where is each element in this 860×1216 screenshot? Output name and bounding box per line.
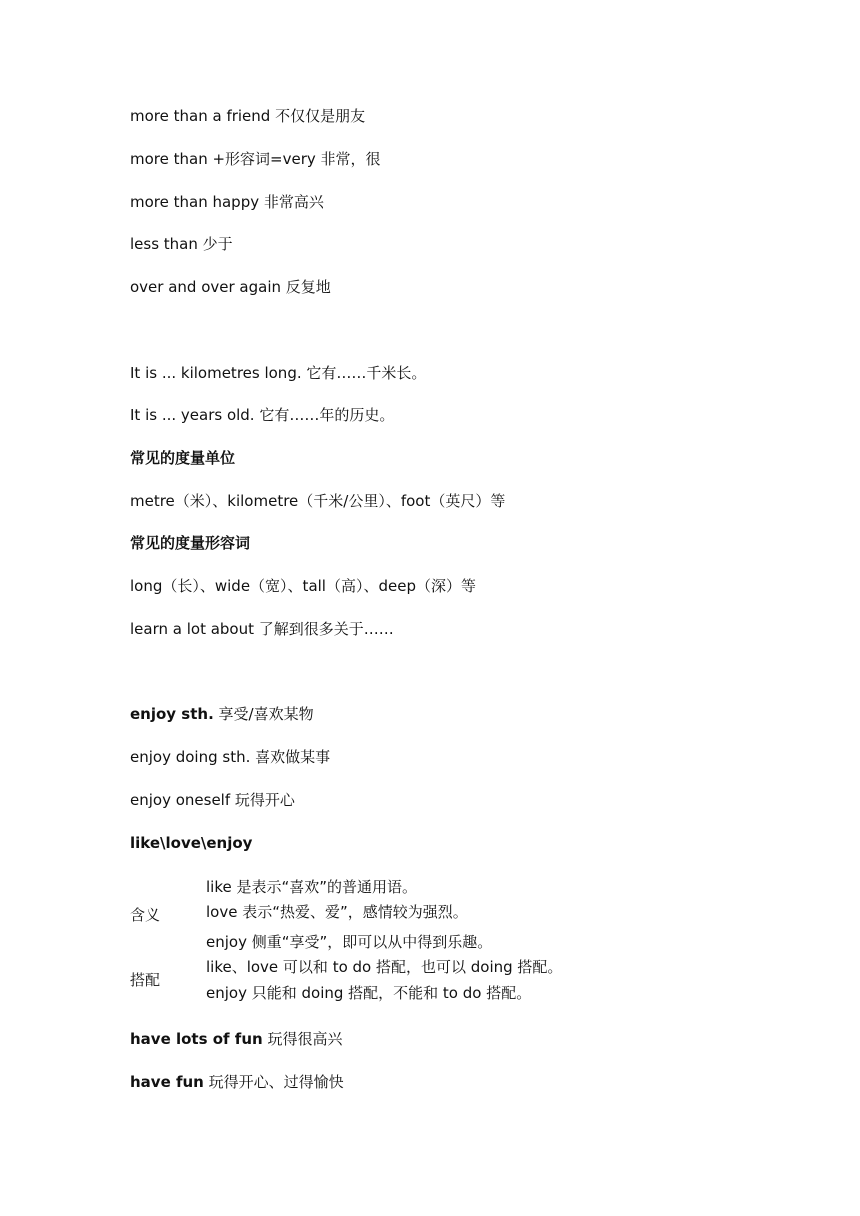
table-row-collocation-line: enjoy 只能和 doing 搭配，不能和 to do 搭配。 — [206, 984, 532, 1002]
table-row-meaning-label: 含义 — [130, 906, 161, 924]
phrase-over-and-over-again: over and over again 反复地 — [130, 278, 331, 296]
table-row-collocation-label: 搭配 — [130, 971, 161, 989]
phrase-have-lots-of-fun-meaning: 玩得很高兴 — [262, 1030, 343, 1048]
phrase-more-than-happy: more than happy 非常高兴 — [130, 193, 324, 211]
heading-measure-units: 常见的度量单位 — [130, 449, 236, 467]
phrase-kilometres-long: It is ... kilometres long. 它有……千米长。 — [130, 364, 427, 382]
table-row-collocation-line: like、love 可以和 to do 搭配，也可以 doing 搭配。 — [206, 958, 563, 976]
table-row-meaning-line: love 表示“热爱、爱”，感情较为强烈。 — [206, 903, 468, 921]
phrase-less-than: less than 少于 — [130, 235, 233, 253]
phrase-have-fun — [130, 1072, 344, 1092]
heading-measure-adjectives: 常见的度量形容词 — [130, 534, 251, 552]
phrase-more-than-a-friend: more than a friend 不仅仅是朋友 — [130, 107, 366, 125]
phrase-have-fun-key: have fun — [130, 1073, 204, 1091]
phrase-have-fun-meaning: 玩得开心、过得愉快 — [203, 1073, 344, 1091]
measure-units-list: metre（米）、kilometre（千米/公里）、foot（英尺）等 — [130, 492, 506, 510]
measure-adjectives-list: long（长）、wide（宽）、tall（高）、deep（深）等 — [130, 577, 476, 595]
phrase-years-old: It is ... years old. 它有……年的历史。 — [130, 406, 395, 424]
phrase-enjoy-doing-sth: enjoy doing sth. 喜欢做某事 — [130, 748, 331, 766]
heading-like-love-enjoy: like\love\enjoy — [130, 834, 253, 852]
phrase-more-than-adjective: more than +形容词=very 非常，很 — [130, 150, 381, 168]
phrase-have-lots-of-fun-key: have lots of fun — [130, 1030, 263, 1048]
phrase-learn-a-lot-about: learn a lot about 了解到很多关于…… — [130, 620, 394, 638]
phrase-enjoy-oneself: enjoy oneself 玩得开心 — [130, 791, 295, 809]
phrase-enjoy-sth — [130, 704, 314, 724]
phrase-enjoy-sth-key: enjoy sth. — [130, 705, 214, 723]
phrase-enjoy-sth-meaning: 享受/喜欢某物 — [213, 705, 314, 723]
phrase-have-lots-of-fun — [130, 1029, 342, 1049]
table-row-meaning-line: like 是表示“喜欢”的普通用语。 — [206, 878, 418, 896]
table-row-meaning-line: enjoy 侧重“享受”，即可以从中得到乐趣。 — [206, 933, 493, 951]
